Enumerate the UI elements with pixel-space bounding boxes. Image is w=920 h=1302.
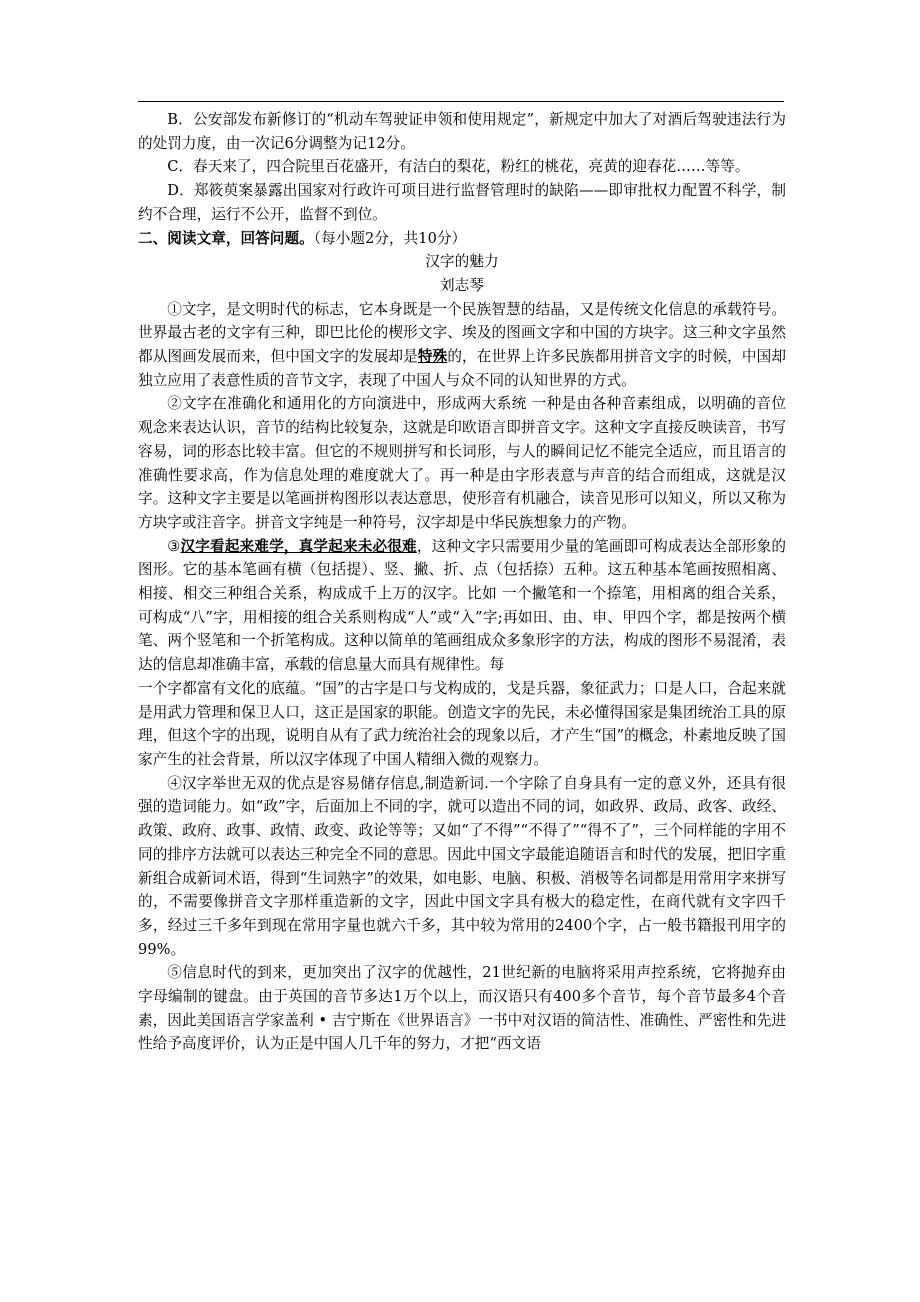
option-d: D．郑筱萸案暴露出国家对行政许可项目进行监督管理时的缺陷——即审批权力配置不科学，制约不合理，运行不公开，监督不到位。 [138,182,786,223]
option-b: B．公安部发布新修订的“机动车驾驶证申领和使用规定”，新规定中加大了对酒后驾驶违法行为的处罚力度，由一次记6分调整为记12分。 [138,111,786,152]
paragraph-5: ⑤信息时代的到来，更加突出了汉字的优越性，21世纪新的电脑将采用声控系统，它将抛弃由字母编制的键盘。由于英国的音节多达1万个以上，而汉语只有400多个音节，每个音节最多4个音素，因此美国语言学家盖利 • 吉宁斯在《世界语言》一书中对汉语的简洁性、准确性、严密性和先进性给予高度评价，认为正是中国人几千年的努力，才把“西文语 [138,964,786,1053]
option-c: C．春天来了，四合院里百花盛开，有洁白的梨花，粉红的桃花，亮黄的迎春花……等等。 [167,158,750,176]
paragraph-3 [138,535,786,677]
paragraph-3-emphasis: 汉字看起来难学，真学起来未必很难 [180,537,417,555]
section-heading [138,227,786,251]
article-title: 汉字的魅力 [425,253,499,271]
paragraph-4: ④汉字举世无双的优点是容易储存信息,制造新词.一个字除了自身具有一定的意义外，还具有很强的造词能力。如“政”字，后面加上不同的字，就可以造出不同的词，如政界、政局、政客、政经、政策、政府、政事、政情、政变、政论等等；又如“了不得”“不得了”“得不了”，三个同样能的字用不同的排序方法就可以表达三种完全不同的意思。因此中国文字最能追随语言和时代的发展，把旧字重新组合成新词术语，得到“生词熟字”的效果，如电影、电脑、积极、消极等名词都是用常用字来拼写的，不需要像拼音文字那样重造新的文字，因此中国文字具有极大的稳定性，在商代就有文字四千多，经过三千多年到现在常用字量也就六千多，其中较为常用的2400个字，占一般书籍报刊用字的99%。 [138,774,786,958]
paragraph-1 [138,298,786,393]
section-score-note: （每小题2分，共10分） [313,229,467,247]
section-title: 二、阅读文章，回答问题。 [138,229,314,247]
article-author: 刘志琴 [440,276,484,294]
paragraph-3-text: ，这种文字只需要用少量的笔画即可构成表达全部形象的图形。它的基本笔画有横（包括提）、竖、撇、折、点（包括捺）五种。这五种基本笔画按照相离、相接、相交三种组合关系，构成成千上万的汉字。比如 一个撇笔和一个捺笔，用相离的组合关系，可构成“八”字，用相接的组合关系则构成“人”或“入”字;再如田、由、申、甲四个字，都是按两个横笔、两个竖笔和一个折笔构成。这种以简单的笔画组成众多象形字的方法，构成的图形不易混淆，表达的信息却准确丰富，承载的信息量大而具有规律性。每 [138,537,786,674]
paragraph-1-text-a: ①文字，是文明时代的标志，它本身既是一个民族智慧的结晶，又是传统文化信息的承载符号。世界最古老的文字有三种，即巴比伦的楔形文字、埃及的图画文字和中国的方块字。这三种文字虽然都从图画发展而来，但中国文字的发展却是 [138,300,786,366]
paragraph-3-number: ③ [167,537,181,555]
paragraph-1-text-b: 的，在世界上许多民族都用拼音文字的时候，中国却独立应用了表意性质的音节文字，表现了中国人与众不同的认知世界的方式。 [138,348,787,389]
header-rule [138,101,784,102]
document-body [138,108,786,1056]
paragraph-1-emphasis: 特殊 [417,348,448,366]
paragraph-3-continued: 一个字都富有文化的底蕴。“国”的古字是口与戈构成的，戈是兵器，象征武力；口是人口，合起来就是用武力管理和保卫人口，这正是国家的职能。创造文字的先民，未必懂得国家是集团统治工具的原理，但这个字的出现，说明自从有了武力统治社会的现象以后，才产生“国”的概念，朴素地反映了国家产生的社会背景，所以汉字体现了中国人精细入微的观察力。 [138,679,786,768]
paragraph-2: ②文字在准确化和通用化的方向演进中，形成两大系统 一种是由各种音素组成，以明确的音位观念来表达认识，音节的结构比较复杂，这就是印欧语言即拼音文字。这种文字直接反映读音，书写容易，词的形态比较丰富。但它的不规则拼写和长词形，与人的瞬间记忆不能完全适应，而且语言的准确性要求高，作为信息处理的难度就大了。再一种是由字形表意与声音的结合而组成，这就是汉字。这种文字主要是以笔画拼构图形以表达意思，使形音有机融合，读音见形可以知义，所以又称为方块字或注音字。拼音文字纯是一种符号，汉字却是中华民族想象力的产物。 [138,395,786,531]
